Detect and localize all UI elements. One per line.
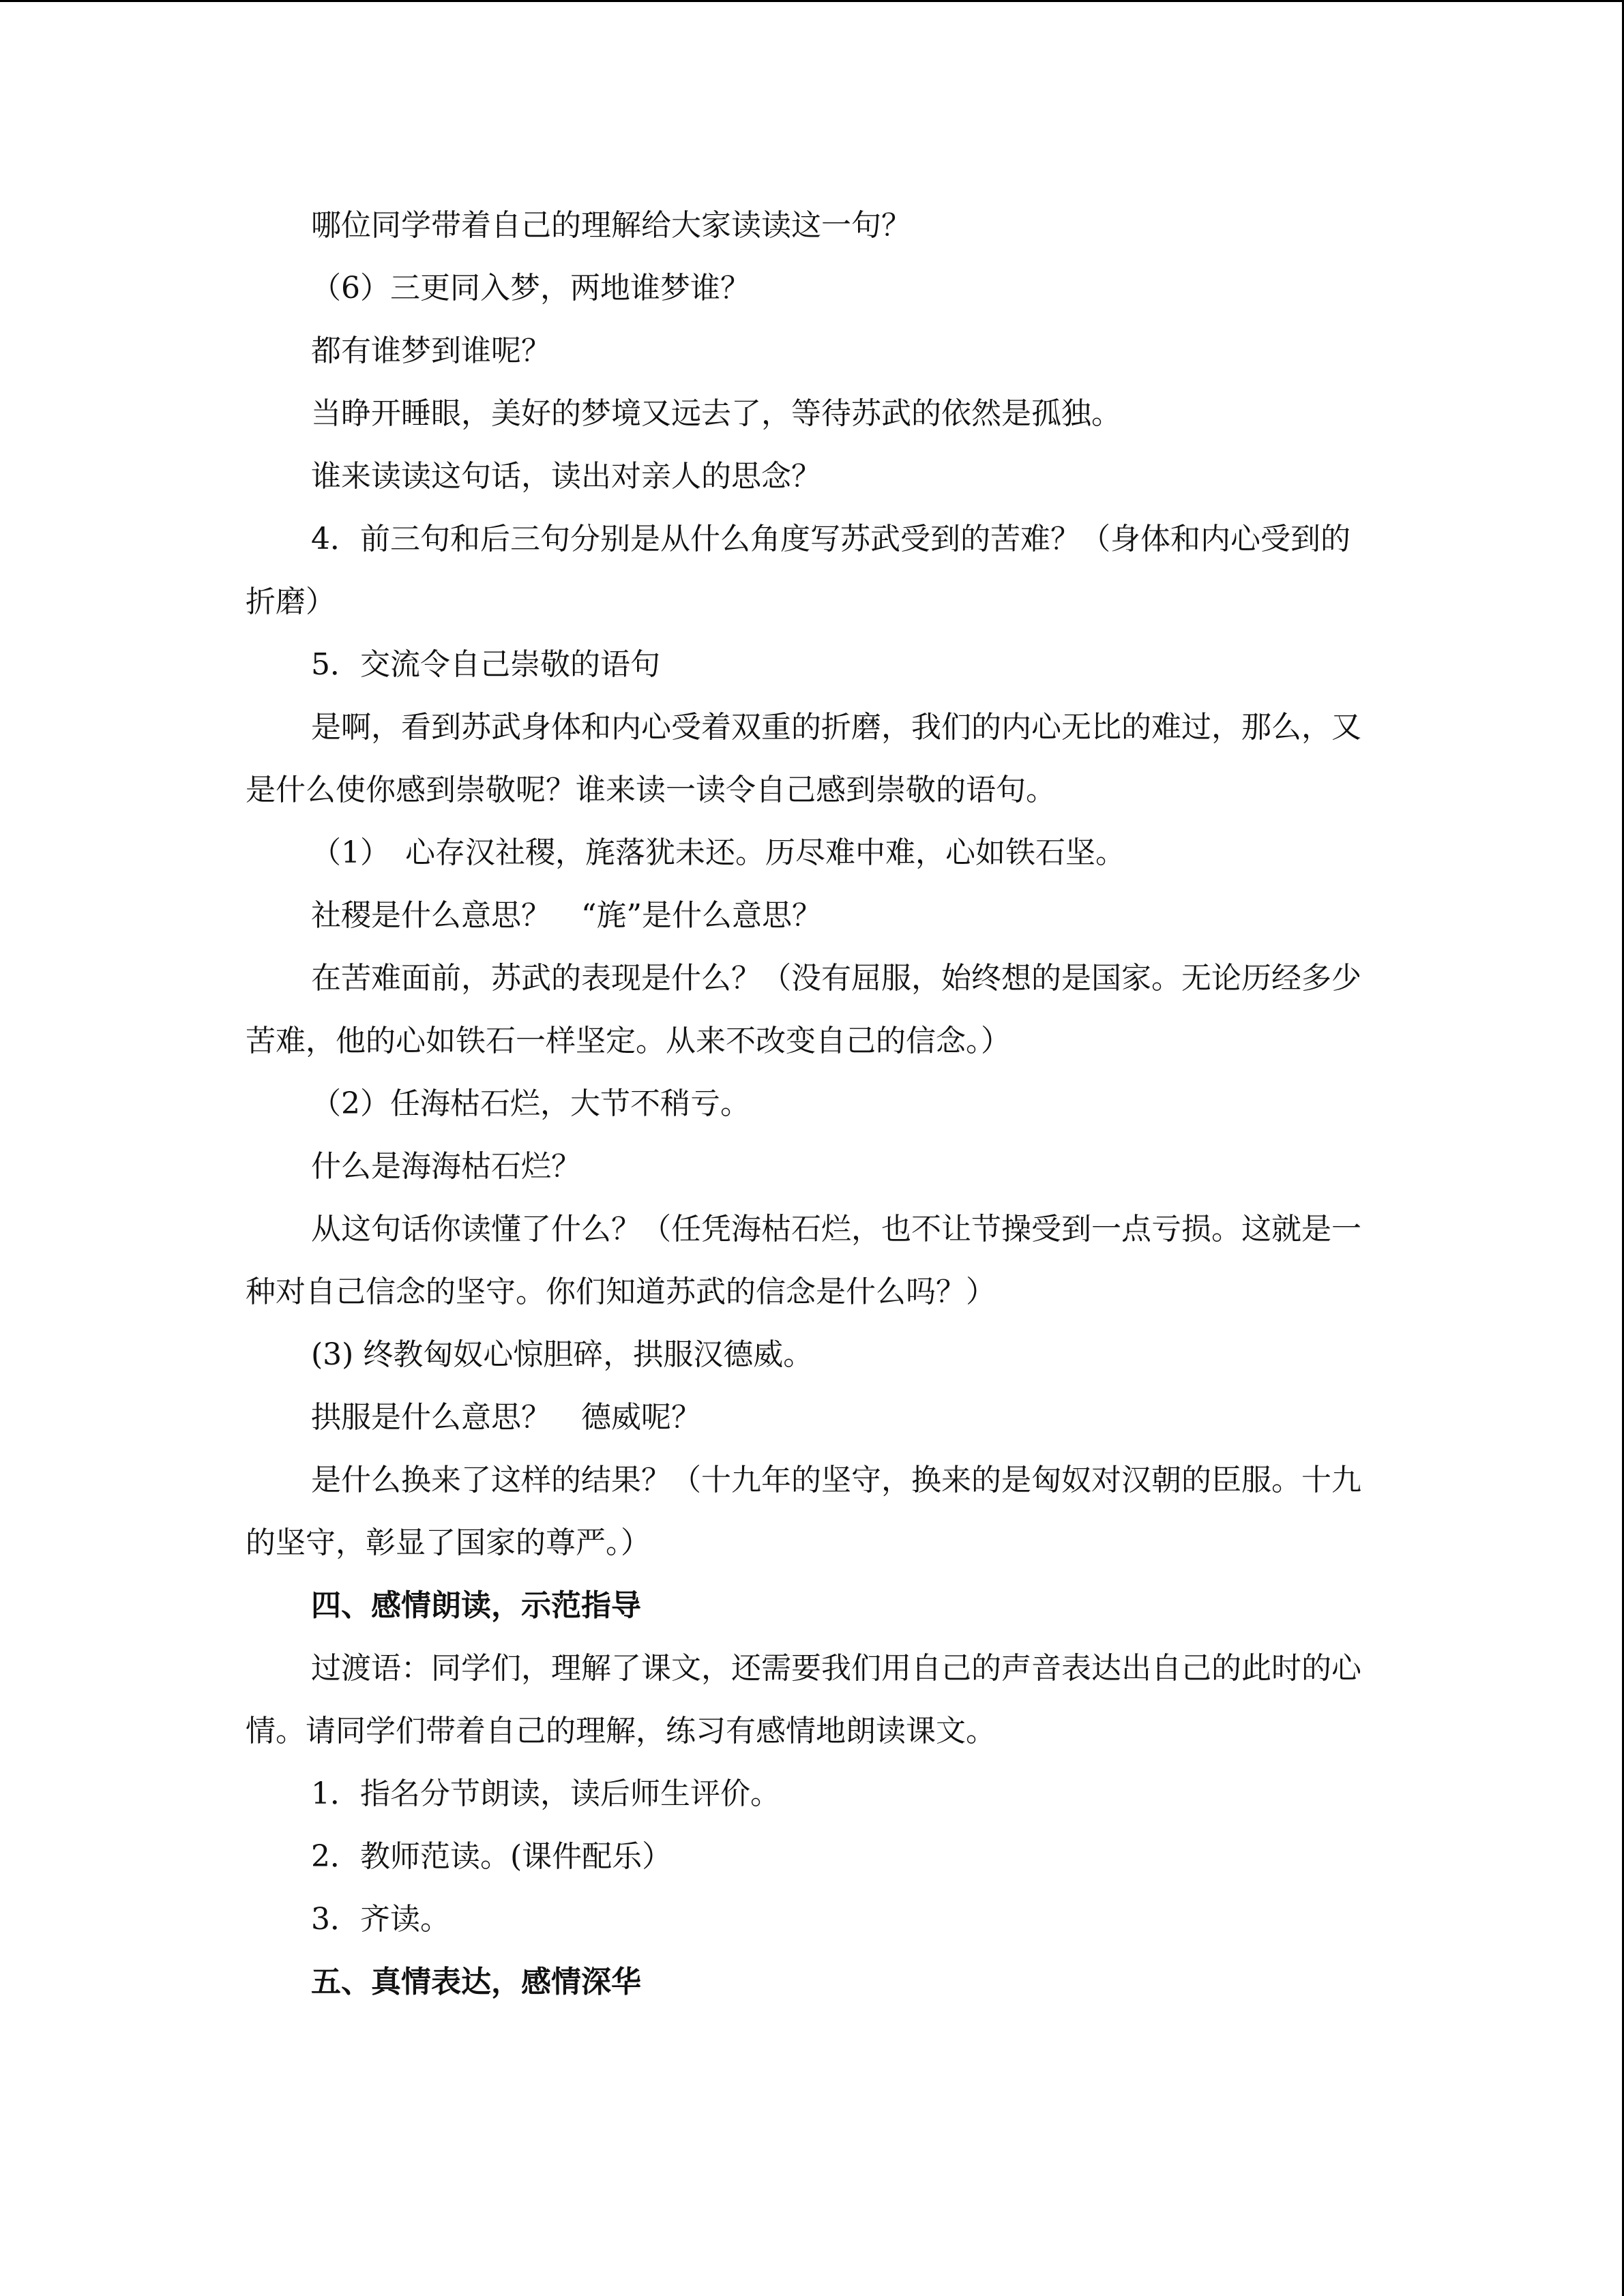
- paragraph-9: （1） 心存汉社稷，旄落犹未还。历尽难中难，心如铁石坚。: [311, 835, 1125, 870]
- paragraph-2: （6）三更同入梦，两地谁梦谁？: [311, 271, 750, 305]
- document-body: [246, 194, 1378, 2014]
- paragraph-22: 3．齐读。: [311, 1902, 450, 1937]
- paragraph-19: 过渡语：同学们，理解了课文，还需要我们用自己的声音表达出自己的此时的心情。请同学们带着自己的理解，练习有感情地朗读课文。: [246, 1651, 1361, 1748]
- paragraph-3: 都有谁梦到谁呢？: [311, 333, 551, 368]
- paragraph-16: 拱服是什么意思？ 德威呢？: [311, 1400, 701, 1435]
- paragraph-14: 从这句话你读懂了什么？（任凭海枯石烂，也不让节操受到一点亏损。这就是一种对自己信念的坚守。你们知道苏武的信念是什么吗？）: [246, 1212, 1361, 1309]
- paragraph-20: 1．指名分节朗读，读后师生评价。: [311, 1776, 780, 1811]
- section-heading-5: 五、真情表达，感情深华: [311, 1965, 641, 1999]
- paragraph-5: 谁来读读这句话，读出对亲人的思念？: [311, 459, 821, 494]
- paragraph-15: (3) 终教匈奴心惊胆碎，拱服汉德威。: [311, 1337, 814, 1372]
- paragraph-11: 在苦难面前，苏武的表现是什么？（没有屈服，始终想的是国家。无论历经多少苦难，他的心如铁石一样坚定。从来不改变自己的信念。）: [246, 961, 1361, 1058]
- paragraph-1: 哪位同学带着自己的理解给大家读读这一句？: [311, 208, 911, 243]
- paragraph-10: 社稷是什么意思？ “旄”是什么意思？: [311, 898, 822, 933]
- paragraph-4: 当睁开睡眼，美好的梦境又远去了，等待苏武的依然是孤独。: [311, 396, 1121, 431]
- paragraph-13: 什么是海海枯石烂？: [311, 1149, 581, 1184]
- paragraph-6: 4．前三句和后三句分别是从什么角度写苏武受到的苦难？（身体和内心受到的折磨）: [246, 522, 1350, 619]
- paragraph-8: 是啊，看到苏武身体和内心受着双重的折磨，我们的内心无比的难过，那么，又是什么使你感到崇敬呢？谁来读一读令自己感到崇敬的语句。: [246, 710, 1361, 807]
- paragraph-21: 2．教师范读。(课件配乐）: [311, 1839, 673, 1874]
- section-heading-4: 四、感情朗读，示范指导: [311, 1588, 641, 1623]
- paragraph-17: 是什么换来了这样的结果？（十九年的坚守，换来的是匈奴对汉朝的臣服。十九的坚守，彰显了国家的尊严。）: [246, 1463, 1361, 1560]
- paragraph-7: 5．交流令自己崇敬的语句: [311, 647, 660, 682]
- paragraph-12: （2）任海枯石烂，大节不稍亏。: [311, 1086, 750, 1121]
- page-border-top: [0, 0, 1624, 2]
